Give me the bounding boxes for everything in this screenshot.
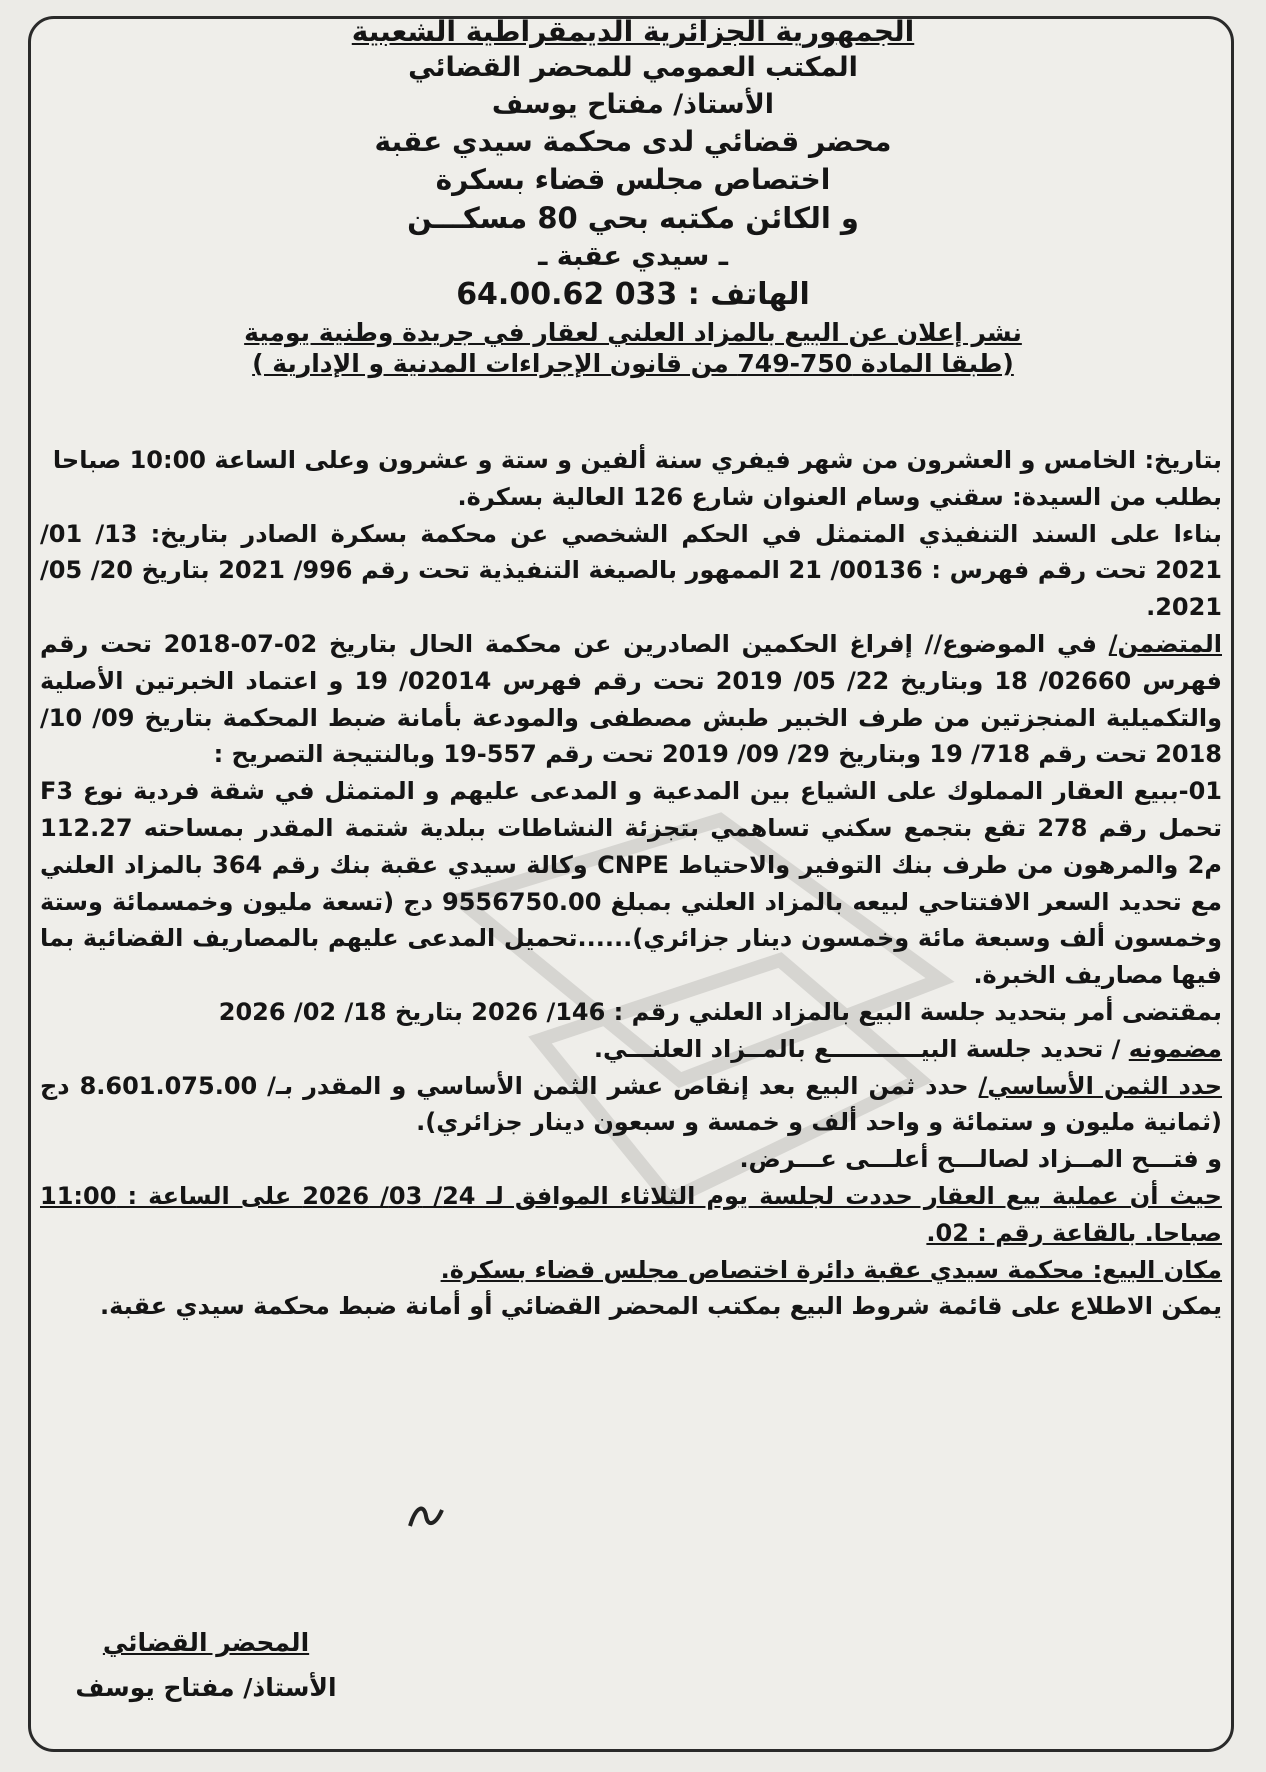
address-line: و الكائن مكتبه بحي 80 مسكـــن bbox=[407, 201, 859, 235]
city-line: ـ سيدي عقبة ـ bbox=[538, 241, 728, 272]
price-label: حدد الثمن الأساسي/ bbox=[978, 1071, 1223, 1100]
publication-title: نشر إعلان عن البيع بالمزاد العلني لعقار في جريدة وطنية يومية bbox=[244, 318, 1022, 347]
handwritten-mark bbox=[406, 1502, 446, 1532]
signature-title: المحضر القضائي bbox=[102, 1628, 310, 1657]
place-paragraph: مكان البيع: محكمة سيدي عقبة دائرة اختصاص مجلس قضاء بسكرة. bbox=[440, 1255, 1222, 1284]
session-paragraph: حيث أن عملية بيع العقار حددت لجلسة يوم الثلاثاء الموافق لـ 24/ 03/ 2026 على الساعة : 11:00 صباحا. بالقاعة رقم : 02. bbox=[40, 1181, 1222, 1247]
content2-paragraph bbox=[40, 1031, 1222, 1068]
date-paragraph: بتاريخ: الخامس و العشرون من شهر فيفري سنة ألفين و ستة و عشرون وعلى الساعة 10:00 صباحا bbox=[52, 446, 1222, 474]
opening-paragraph: و فتـــح المــزاد لصالـــح أعلـــى عـــرض. bbox=[739, 1145, 1222, 1174]
notice-header bbox=[30, 14, 1236, 376]
price-text: حدد ثمن البيع بعد إنقاص عشر الثمن الأساسي و المقدر بـ/ 8.601.075.00 دج (ثمانية مليون و ستمائة و واحد ألف و خمسة و سبعون دينار جزائري). bbox=[40, 1071, 1222, 1137]
content-label: المتضمن/ bbox=[1108, 629, 1222, 658]
sale-paragraph: 01-ببيع العقار المملوك على الشياع بين المدعية و المدعى عليهم و المتمثل في شقة فردية نوع F3 تحمل رقم 278 تقع بتجمع سكني تساهمي بتجزئة النشاطات ببلدية شتمة المقدر بمساحته 112.27 م2 والمرهون من طرف بنك التوفير والاحتياط CNPE وكالة سيدي عقبة بنك رقم 364 بالمزاد العلني مع تحديد السعر الافتتاحي لبيعه بالمزاد العلني بمبلغ 9556750.00 دج (تسعة مليون وخمسمائة وستة وخمسون ألف وسبعة مائة وخمسون دينار جزائري)......تحميل المدعى عليهم بالمصاريف القضائية بما فيها مصاريف الخبرة. bbox=[40, 777, 1223, 990]
phone-line: الهاتف : 033 64.00.62 bbox=[456, 277, 810, 312]
jurisdiction-line: اختصاص مجلس قضاء بسكرة bbox=[435, 163, 831, 196]
consult-paragraph: يمكن الاطلاع على قائمة شروط البيع بمكتب المحضر القضائي أو أمانة ضبط محكمة سيدي عقبة. bbox=[100, 1292, 1222, 1321]
price-paragraph bbox=[40, 1068, 1222, 1142]
content-paragraph bbox=[40, 626, 1222, 773]
notice-body bbox=[40, 442, 1222, 1325]
basis-paragraph: بناءا على السند التنفيذي المتمثل في الحكم الشخصي عن محكمة بسكرة الصادر بتاريخ: 13/ 01/ 2021 تحت رقم فهرس : 00136/ 21 الممهور بالصيغة التنفيذية تحت رقم 996/ 2021 بتاريخ 20/ 05/ 2021. bbox=[40, 519, 1222, 622]
article-reference: (طبقا المادة 750-749 من قانون الإجراءات المدنية و الإدارية ) bbox=[252, 349, 1014, 378]
request-paragraph: بطلب من السيدة: سقني وسام العنوان شارع 126 العالية بسكرة. bbox=[457, 482, 1222, 511]
content2-text: / تحديد جلسة البيـــــــــــع بالمــزاد العلنـــي. bbox=[593, 1034, 1129, 1063]
republic-title: الجمهورية الجزائرية الديمقراطية الشعبية bbox=[351, 15, 915, 48]
content-text: في الموضوع// إفراغ الحكمين الصادرين عن محكمة الحال بتاريخ 02-07-2018 تحت رقم فهرس 02660/ 18 وبتاريخ 22/ 05/ 2019 تحت رقم فهرس 02014/ 19 و اعتماد الخبرتين الأصلية والتكميلية المنجزتين من طرف الخبير طبش مصطفى والمودعة بأمانة ضبط المحكمة بتاريخ 09/ 10/ 2018 تحت رقم 718/ 19 وبتاريخ 29/ 09/ 2019 تحت رقم 557-19 وبالنتيجة التصريح : bbox=[40, 629, 1223, 769]
order-paragraph: بمقتضى أمر بتحديد جلسة البيع بالمزاد العلني رقم : 146/ 2026 بتاريخ 18/ 02/ 2026 bbox=[218, 997, 1222, 1026]
office-title: المكتب العمومي للمحضر القضائي bbox=[408, 52, 858, 83]
signature-block bbox=[46, 1628, 366, 1702]
signature-name: الأستاذ/ مفتاح يوسف bbox=[75, 1673, 337, 1702]
bailiff-name: الأستاذ/ مفتاح يوسف bbox=[491, 89, 775, 120]
court-line: محضر قضائي لدى محكمة سيدي عقبة bbox=[374, 125, 892, 158]
content2-label: مضمونه bbox=[1128, 1034, 1222, 1063]
